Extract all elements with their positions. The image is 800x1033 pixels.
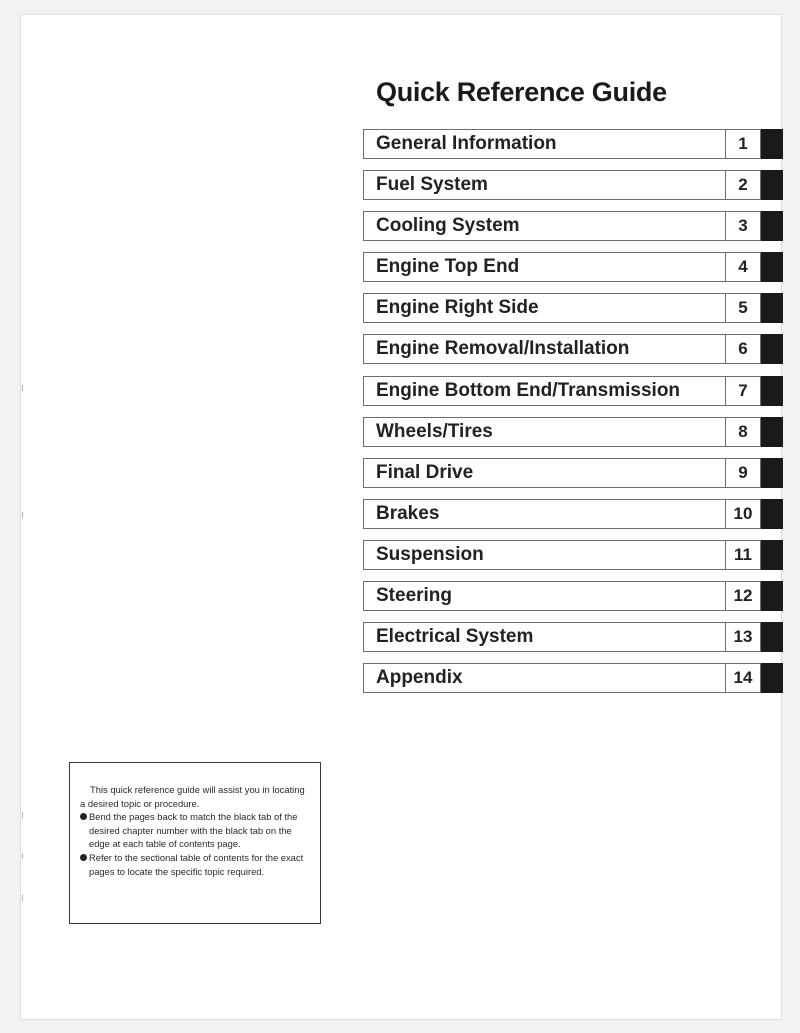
page-title: Quick Reference Guide [376, 77, 667, 107]
toc-label: Engine Right Side [363, 293, 725, 323]
page-edge-mark [22, 385, 23, 391]
toc-label: Appendix [363, 663, 725, 693]
page-edge-mark [22, 895, 23, 901]
toc-row-electrical-system[interactable] [363, 622, 783, 652]
toc-label: Electrical System [363, 622, 725, 652]
black-tab [761, 499, 783, 529]
black-tab [761, 334, 783, 364]
bullet-icon [80, 854, 87, 861]
toc-number: 7 [725, 376, 761, 406]
bullet-icon [80, 813, 87, 820]
toc-number: 11 [725, 540, 761, 570]
toc-label: Brakes [363, 499, 725, 529]
toc-number: 9 [725, 458, 761, 488]
black-tab [761, 540, 783, 570]
toc-row-engine-right-side[interactable] [363, 293, 783, 323]
toc-label: Wheels/Tires [363, 417, 725, 447]
toc-number: 13 [725, 622, 761, 652]
black-tab [761, 129, 783, 159]
black-tab [761, 417, 783, 447]
toc-number: 10 [725, 499, 761, 529]
toc-row-engine-top-end[interactable] [363, 252, 783, 282]
toc-number: 6 [725, 334, 761, 364]
toc-row-steering[interactable] [363, 581, 783, 611]
toc-label: Cooling System [363, 211, 725, 241]
note-intro: This quick reference guide will assist you in locating a desired topic or procedure. [80, 784, 305, 809]
note-bullet-text: Bend the pages back to match the black tab of the desired chapter number with the black tab on the edge at each table of contents page. [89, 811, 298, 850]
page-edge-mark [22, 812, 23, 818]
toc-label: Engine Top End [363, 252, 725, 282]
toc-label: Final Drive [363, 458, 725, 488]
toc-row-brakes[interactable] [363, 499, 783, 529]
toc-number: 2 [725, 170, 761, 200]
toc-label: Engine Bottom End/Transmission [363, 376, 725, 406]
toc-row-suspension[interactable] [363, 540, 783, 570]
black-tab [761, 581, 783, 611]
quick-reference-table [363, 129, 783, 704]
toc-row-engine-removal-installation[interactable] [363, 334, 783, 364]
toc-row-fuel-system[interactable] [363, 170, 783, 200]
toc-row-wheels-tires[interactable] [363, 417, 783, 447]
toc-row-engine-bottom-end-transmission[interactable] [363, 376, 783, 406]
black-tab [761, 663, 783, 693]
toc-number: 12 [725, 581, 761, 611]
note-bullet-text: Refer to the sectional table of contents for the exact pages to locate the specific topic required. [89, 851, 304, 877]
toc-number: 1 [725, 129, 761, 159]
toc-label: Engine Removal/Installation [363, 334, 725, 364]
toc-number: 14 [725, 663, 761, 693]
page-edge-mark [22, 512, 23, 518]
black-tab [761, 458, 783, 488]
page-edge-mark [22, 853, 23, 859]
note-bullet [80, 810, 310, 851]
toc-label: Steering [363, 581, 725, 611]
black-tab [761, 252, 783, 282]
toc-row-final-drive[interactable] [363, 458, 783, 488]
toc-number: 5 [725, 293, 761, 323]
black-tab [761, 376, 783, 406]
toc-number: 8 [725, 417, 761, 447]
toc-label: General Information [363, 129, 725, 159]
toc-number: 4 [725, 252, 761, 282]
toc-label: Fuel System [363, 170, 725, 200]
toc-label: Suspension [363, 540, 725, 570]
black-tab [761, 293, 783, 323]
toc-row-cooling-system[interactable] [363, 211, 783, 241]
toc-number: 3 [725, 211, 761, 241]
black-tab [761, 622, 783, 652]
black-tab [761, 170, 783, 200]
usage-note-box [69, 762, 321, 924]
toc-row-appendix[interactable] [363, 663, 783, 693]
toc-row-general-information[interactable] [363, 129, 783, 159]
black-tab [761, 211, 783, 241]
note-bullet [80, 851, 310, 878]
